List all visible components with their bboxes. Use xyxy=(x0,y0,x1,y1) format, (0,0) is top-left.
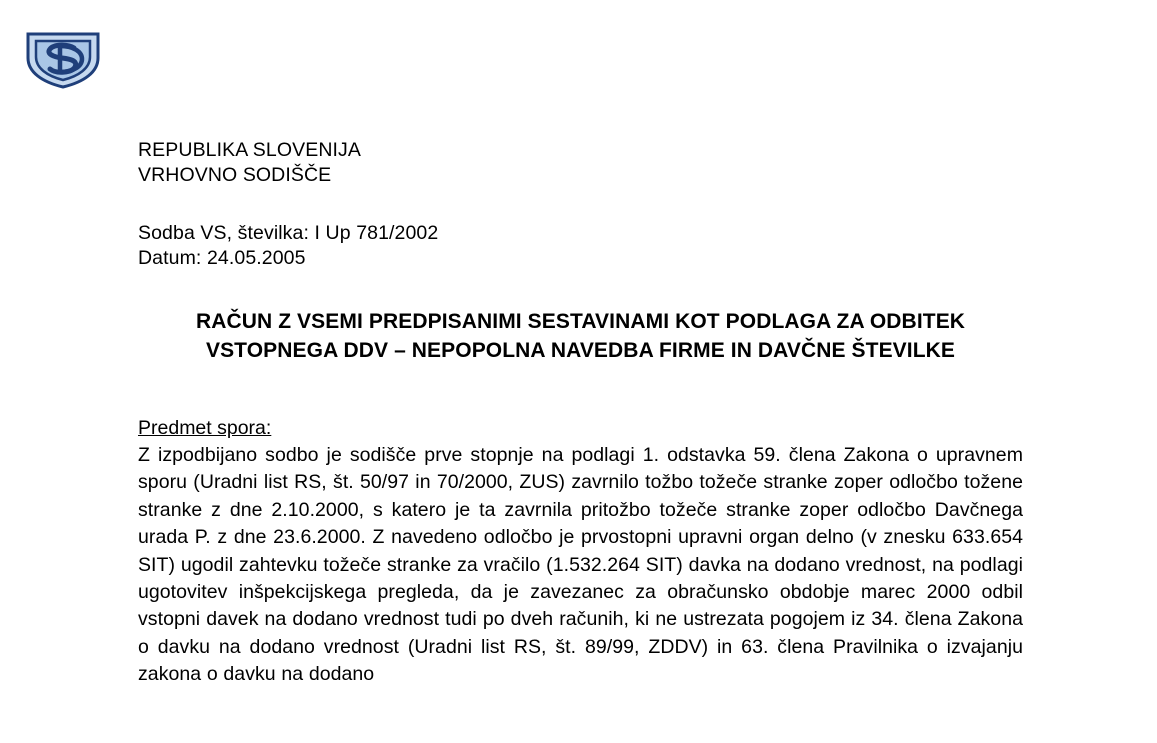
case-number: Sodba VS, številka: I Up 781/2002 xyxy=(138,222,439,244)
supreme-court-emblem-icon xyxy=(22,28,104,90)
section-heading-wrapper xyxy=(138,415,1023,442)
document-content xyxy=(138,138,1023,689)
institution-header xyxy=(138,138,1023,188)
institution-line-2: VRHOVNO SODIŠČE xyxy=(138,164,332,186)
case-metadata xyxy=(138,221,1023,271)
subject-section xyxy=(138,415,1023,689)
institution-line-1: REPUBLIKA SLOVENIJA xyxy=(138,139,361,161)
section-label: Predmet spora: xyxy=(138,417,272,439)
body-paragraph: Z izpodbijano sodbo je sodišče prve stopnje na podlagi 1. odstavka 59. člena Zakona o upravnem sporu (Uradni list RS, št. 50/97 in 70/2000, ZUS) zavrnilo tožbo tožeče stranke zoper odločbo tožene stranke z dne 2.10.2000, s katero je ta zavrnila pritožbo tožeče stranke zoper odločbo Davčnega urada P. z dne 23.6.2000. Z navedeno odločbo je prvostopni upravni organ delno (v znesku 633.654 SIT) ugodil zahtevku tožeče stranke za vračilo (1.532.264 SIT) davka na dodano vrednost, na podlagi ugotovitev inšpekcijskega pregleda, da je zavezanec za obračunsko obdobje marec 2000 odbil vstopni davek na dodano vrednost tudi po dveh računih, ki ne ustrezata pogojem iz 34. člena Zakona o davku na dodano vrednost (Uradni list RS, št. 89/99, ZDDV) in 63. člena Pravilnika o izvajanju zakona o davku na dodano xyxy=(138,444,1023,686)
page-title: RAČUN Z VSEMI PREDPISANIMI SESTAVINAMI KOT PODLAGA ZA ODBITEK VSTOPNEGA DDV – NEPOPOLNA NAVEDBA FIRME IN DAVČNE ŠTEVILKE xyxy=(195,310,966,362)
case-date: Datum: 24.05.2005 xyxy=(138,247,306,269)
